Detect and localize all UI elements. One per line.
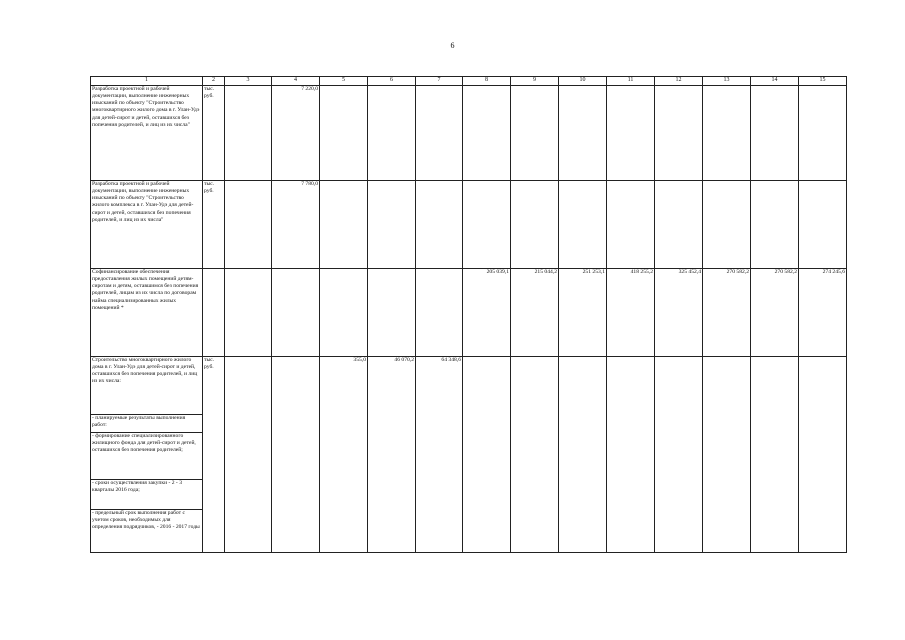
row-unit: тыс. руб. [203,357,225,553]
table-row [91,86,847,181]
value-cell [703,181,751,269]
value-cell [703,86,751,181]
value-cell [607,181,655,269]
value-cell [607,86,655,181]
value-cell [511,86,559,181]
column-header: 8 [463,77,511,86]
value-cell [368,86,416,181]
row-unit [203,269,225,357]
row-description: Софинансирование обеспечения предоставления жилых помещений детям-сиротам и детям, оставшимся без попечения родителей, лицам из их числа по договорам найма специализированных жилых помещений * [91,269,203,357]
value-cell [225,269,272,357]
value-cell: 355,0 [320,357,368,553]
column-header: 1 [91,77,203,86]
value-cell: 274 245,6 [799,269,847,357]
subitem-text: - формирование специализированного жилищного фонда для детей-сирот и детей, оставшихся без попечения родителей; [91,433,203,480]
row-description: Строительство многоквартирного жилого дома в г. Улан-Удэ для детей-сирот и детей, оставшихся без попечения родителей, и лиц из их числа: [91,357,203,415]
column-header: 12 [655,77,703,86]
value-cell [320,86,368,181]
value-cell: 215 044,2 [511,269,559,357]
value-cell [225,357,272,553]
value-cell [225,86,272,181]
value-cell [655,86,703,181]
row-description: Разработка проектной и рабочей документации, выполнение инженерных изысканий по объекту "Строительство жилого комплекса в г. Улан-Удэ для детей-сирот и детей, оставшихся без попечения родителей, и лиц из их числа" [91,181,203,269]
value-cell [751,357,799,553]
subitem-text: - сроки осуществления закупки - 2 - 3 кварталы 2016 года; [91,480,203,510]
row-unit: тыс. руб. [203,86,225,181]
value-cell [225,181,272,269]
value-cell [559,86,607,181]
row-unit: тыс. руб. [203,181,225,269]
value-cell [272,269,320,357]
page-number: 6 [450,41,455,50]
column-header: 5 [320,77,368,86]
value-cell: 64 348,6 [416,357,463,553]
value-cell [703,357,751,553]
column-header: 13 [703,77,751,86]
value-cell [368,181,416,269]
value-cell [751,86,799,181]
value-cell: 251 253,1 [559,269,607,357]
value-cell: 325 452,4 [655,269,703,357]
value-cell [751,181,799,269]
column-header: 3 [225,77,272,86]
column-header: 7 [416,77,463,86]
table-header-row [91,77,847,86]
value-cell [463,357,511,553]
value-cell: 46 070,2 [368,357,416,553]
column-header: 11 [607,77,655,86]
table-row [91,181,847,269]
value-cell [655,181,703,269]
value-cell [511,181,559,269]
value-cell [511,357,559,553]
value-cell [272,357,320,553]
subitem-text: - предельный срок выполнения работ с учетом сроков, необходимых для определения подрядчиков, - 2016 - 2017 годы [91,510,203,553]
value-cell [655,357,703,553]
value-cell: 270 582,2 [751,269,799,357]
row-description: Разработка проектной и рабочей документации, выполнение инженерных изысканий по объекту "Строительство многоквартирного жилого дома в г. Улан-Удэ для детей-сирот и детей, оставшихся без попечения родителей, и лиц из их числа" [91,86,203,181]
value-cell: 418 255,2 [607,269,655,357]
value-cell [799,86,847,181]
value-cell: 7 780,0 [272,181,320,269]
value-cell [368,269,416,357]
value-cell: 7 220,0 [272,86,320,181]
value-cell [416,269,463,357]
value-cell [799,181,847,269]
column-header: 14 [751,77,799,86]
column-header: 15 [799,77,847,86]
value-cell [799,357,847,553]
value-cell [416,181,463,269]
subitem-text: - планируемые результаты выполнения работ: [91,415,203,433]
value-cell [463,181,511,269]
value-cell: 205 039,1 [463,269,511,357]
value-cell [416,86,463,181]
value-cell [607,357,655,553]
column-header: 4 [272,77,320,86]
column-header: 9 [511,77,559,86]
column-header: 10 [559,77,607,86]
value-cell [559,181,607,269]
value-cell: 270 582,2 [703,269,751,357]
column-header: 2 [203,77,225,86]
value-cell [320,181,368,269]
table-row [91,269,847,357]
column-header: 6 [368,77,416,86]
value-cell [559,357,607,553]
table-row [91,357,847,415]
value-cell [320,269,368,357]
budget-table [90,76,847,553]
value-cell [463,86,511,181]
